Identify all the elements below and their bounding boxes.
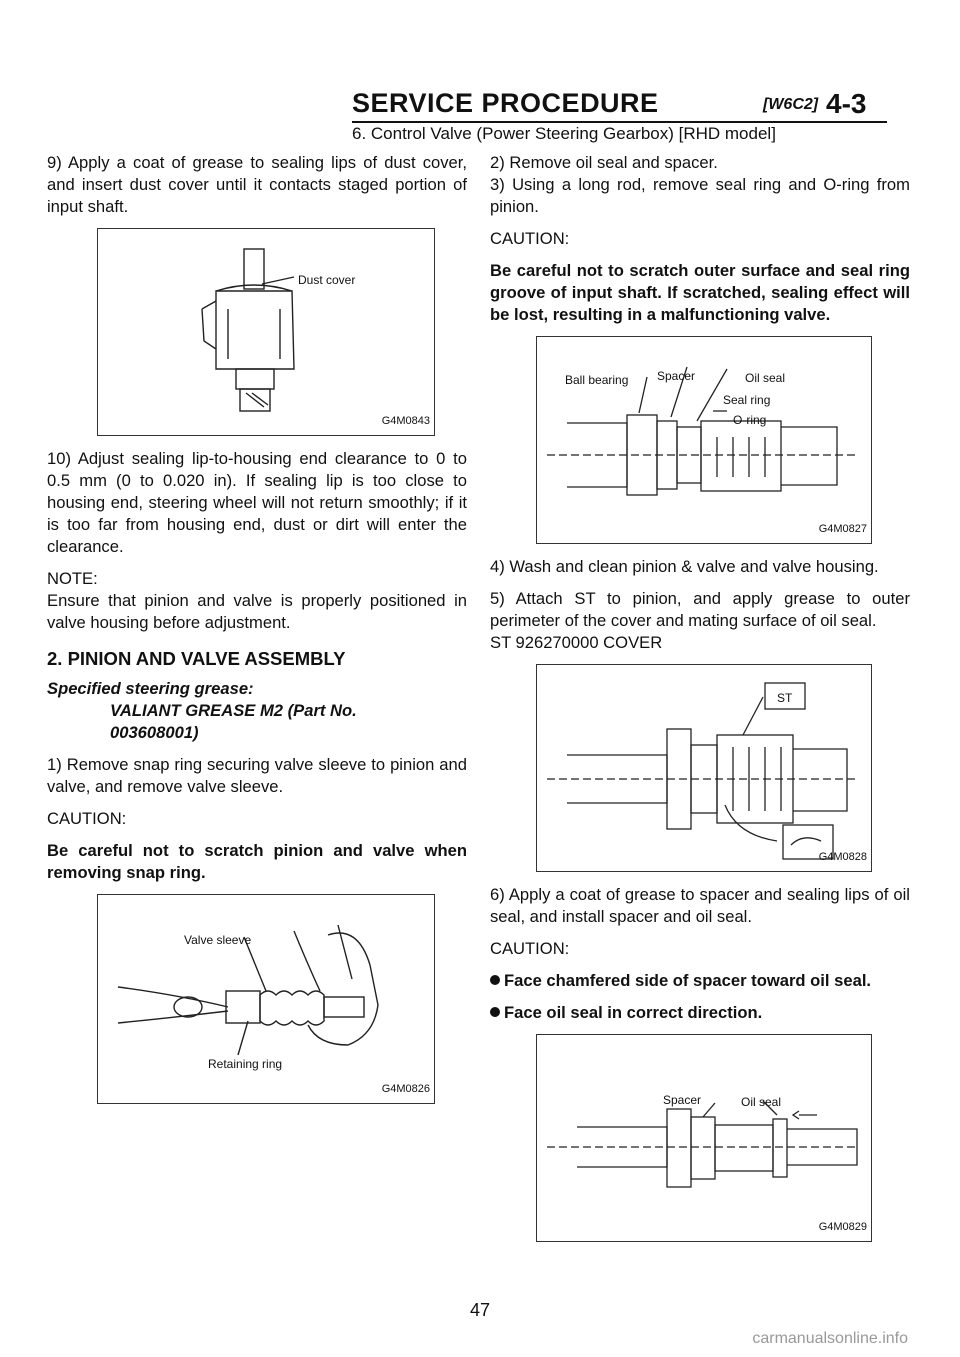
caution-body: Be careful not to scratch outer surface and seal ring groove of input shaft. If scratched, sealing effect will be lost, resulting in a malfunctioning valve. [490,261,910,324]
step-1: 1) Remove snap ring securing valve sleeve to pinion and valve, and remove valve sleeve. [47,755,467,796]
spec-block [47,678,467,744]
bullet-text: Face chamfered side of spacer toward oil seal. [504,971,872,990]
bullet-text: Face oil seal in correct direction. [504,1003,763,1022]
right-column [490,152,910,1254]
header-title: SERVICE PROCEDURE [352,88,659,118]
note-body: Ensure that pinion and valve is properly positioned in valve housing before adjustment. [47,591,467,632]
label-seal-ring: Seal ring [723,393,771,407]
caution-title: CAUTION: [490,939,570,958]
figure-dust-cover [97,228,435,436]
header-code: [W6C2] [763,96,819,113]
st-line: ST 926270000 COVER [490,633,663,652]
caution-title: CAUTION: [47,809,127,828]
caution-body: Be careful not to scratch pinion and valve when removing snap ring. [47,841,467,882]
step-4: 4) Wash and clean pinion & valve and valve housing. [490,557,879,576]
step-9: 9) Apply a coat of grease to sealing lips of dust cover, and insert dust cover until it contacts staged portion of input shaft. [47,153,467,216]
figure-code: G4M0843 [381,415,430,427]
header-subtitle: 6. Control Valve (Power Steering Gearbox) [RHD model] [352,124,776,143]
caution-bullet-1 [490,970,910,992]
step-6: 6) Apply a coat of grease to spacer and sealing lips of oil seal, and install spacer and oil seal. [490,885,910,926]
bullet-dot-icon [490,975,500,985]
figure-code: G4M0826 [381,1083,430,1095]
figure-seal-ring [536,336,872,544]
step-3: 3) Using a long rod, remove seal ring and O-ring from pinion. [490,175,910,216]
section-heading: 2. PINION AND VALVE ASSEMBLY [47,648,346,669]
label-o-ring: O-ring [733,413,767,427]
spec-line-1: VALIANT GREASE M2 (Part No. [110,701,357,720]
spec-title: Specified steering grease: [47,679,254,698]
label-spacer: Spacer [663,1093,702,1107]
figure-code: G4M0828 [818,851,867,863]
watermark: carmanualsonline.info [752,1330,908,1347]
left-column [47,152,467,1116]
label-oil-seal: Oil seal [745,371,786,385]
label-retaining-ring: Retaining ring [208,1057,283,1071]
label-st: ST [777,691,793,705]
header-section-number: 4-3 [826,88,867,119]
page-header [0,0,960,143]
spacer-oil-seal-illustration [537,1035,871,1241]
figure-code: G4M0829 [818,1221,867,1233]
figure-spacer-oil-seal [536,1034,872,1242]
figure-valve-sleeve [97,894,435,1104]
caution-title: CAUTION: [490,229,570,248]
label-valve-sleeve: Valve sleeve [184,933,252,947]
spec-line-2: 003608001) [110,723,199,742]
page-number: 47 [469,1300,491,1320]
figure-code: G4M0827 [818,523,867,535]
st-cover-illustration [537,665,871,871]
step-10: 10) Adjust sealing lip-to-housing end clearance to 0 to 0.5 mm (0 to 0.020 in). If sealing lip is too close to housing end, steering wheel will not return smoothly; if it is too far from housing end, dust or dirt will enter the clearance. [47,449,467,556]
seal-ring-illustration [537,337,871,543]
label-oil-seal: Oil seal [741,1095,782,1109]
step-2: 2) Remove oil seal and spacer. [490,153,718,172]
label-ball-bearing: Ball bearing [565,373,629,387]
dust-cover-illustration [98,229,434,435]
label-dust-cover: Dust cover [298,273,356,287]
caution-bullet-2 [490,1002,910,1024]
step-5: 5) Attach ST to pinion, and apply grease to outer perimeter of the cover and mating surface of oil seal. [490,589,910,630]
label-spacer: Spacer [657,369,696,383]
bullet-dot-icon [490,1007,500,1017]
note-title: NOTE: [47,569,98,588]
figure-st-cover [536,664,872,872]
header-rule [352,121,887,123]
